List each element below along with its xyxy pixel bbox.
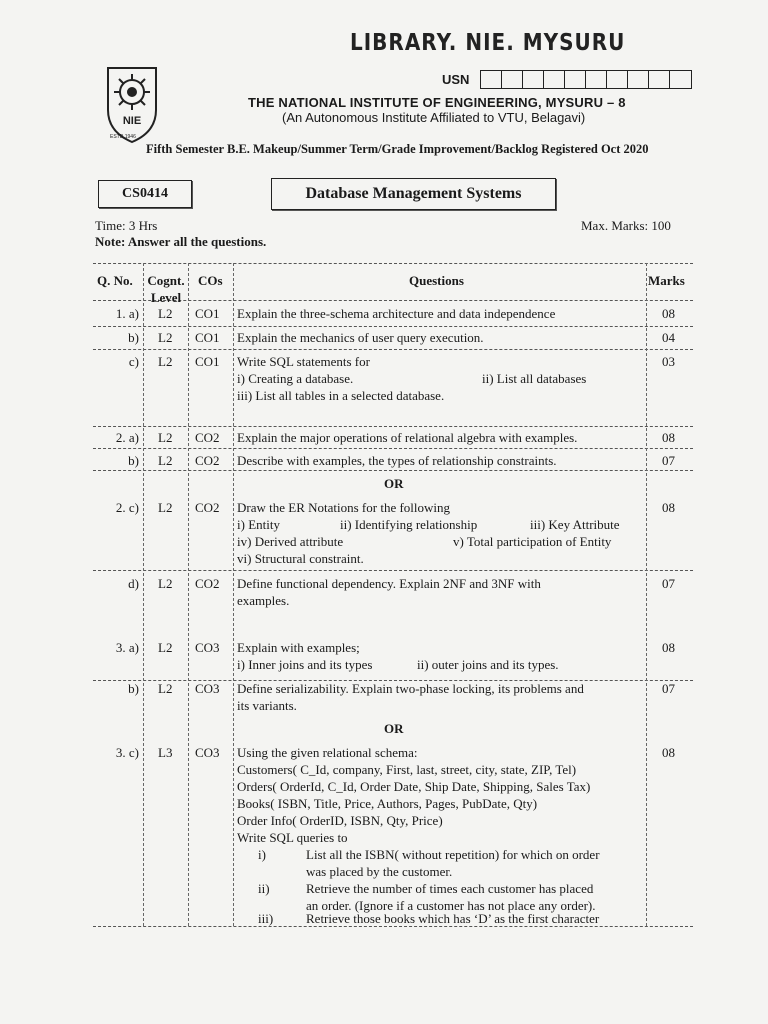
question-text: Books( ISBN, Title, Price, Authors, Pages, PubDate, Qty): [237, 796, 538, 811]
qno: 3. c): [115, 745, 139, 760]
subitem-number: i): [258, 847, 266, 862]
marks: 07: [662, 576, 675, 591]
question-text: i) Creating a database.: [237, 371, 354, 386]
level: L2: [158, 306, 173, 321]
marks: 08: [662, 640, 675, 655]
header-qno: Q. No.: [97, 273, 133, 288]
or-divider: OR: [384, 721, 404, 736]
question-text: Draw the ER Notations for the following: [237, 500, 451, 515]
question-text: Explain the three-schema architecture and data independence: [237, 306, 556, 321]
marks: 04: [662, 330, 675, 345]
question-text: vi) Structural constraint.: [237, 551, 364, 566]
question-text: Using the given relational schema:: [237, 745, 418, 760]
marks: 08: [662, 306, 675, 321]
level: L3: [158, 745, 173, 760]
co: CO3: [195, 745, 220, 760]
qno: b): [128, 681, 139, 696]
co: CO2: [195, 453, 220, 468]
question-text: examples.: [237, 593, 290, 608]
usn-label: USN: [442, 72, 470, 87]
header-questions: Questions: [409, 273, 464, 288]
header-cos: COs: [198, 273, 223, 288]
question-text: iv) Derived attribute: [237, 534, 344, 549]
co: CO3: [195, 640, 220, 655]
marks: 08: [662, 500, 675, 515]
qno: 1. a): [115, 306, 139, 321]
subitem-text: Retrieve those books which has ‘D’ as the first character: [306, 911, 600, 926]
question-text: Explain with examples;: [237, 640, 360, 655]
qno: b): [128, 330, 139, 345]
question-text: Write SQL statements for: [237, 354, 370, 369]
question-text: ii) Identifying relationship: [340, 517, 478, 532]
subitem-number: iii): [258, 911, 274, 926]
library-stamp: LIBRARY. NIE. MYSURU: [350, 28, 626, 56]
question-text: its variants.: [237, 698, 297, 713]
marks: 08: [662, 745, 675, 760]
question-text: Define serializability. Explain two-phase locking, its problems and: [237, 681, 584, 696]
marks: 08: [662, 430, 675, 445]
subitem-number: ii): [258, 881, 270, 896]
co: CO2: [195, 430, 220, 445]
qno: b): [128, 453, 139, 468]
level: L2: [158, 354, 173, 369]
or-divider: OR: [384, 476, 404, 491]
question-text: i) Inner joins and its types: [237, 657, 373, 672]
svg-text:NIE: NIE: [122, 115, 142, 127]
level: L2: [158, 453, 173, 468]
question-text: v) Total participation of Entity: [453, 534, 612, 549]
co: CO1: [195, 306, 220, 321]
institute-name: THE NATIONAL INSTITUTE OF ENGINEERING, MYSURU – 8: [248, 95, 626, 110]
question-text: Explain the major operations of relational algebra with examples.: [237, 430, 578, 445]
subitem-text: Retrieve the number of times each customer has placed: [306, 881, 594, 896]
co: CO1: [195, 354, 220, 369]
co: CO2: [195, 576, 220, 591]
header-marks: Marks: [648, 273, 685, 288]
question-text: Write SQL queries to: [237, 830, 348, 845]
course-title: Database Management Systems: [271, 178, 556, 210]
question-text: Orders( OrderId, C_Id, Order Date, Ship Date, Shipping, Sales Tax): [237, 779, 591, 794]
exam-time: Time: 3 Hrs: [95, 218, 158, 233]
marks: 07: [662, 453, 675, 468]
co: CO2: [195, 500, 220, 515]
level: L2: [158, 500, 173, 515]
level: L2: [158, 640, 173, 655]
question-text: Explain the mechanics of user query execution.: [237, 330, 484, 345]
course-code: CS0414: [98, 180, 192, 208]
qno: 2. c): [115, 500, 139, 515]
question-text: Define functional dependency. Explain 2NF and 3NF with: [237, 576, 541, 591]
logo-estd: ESTD 1946: [110, 134, 136, 140]
level: L2: [158, 430, 173, 445]
question-text: ii) List all databases: [482, 371, 587, 386]
question-text: iii) List all tables in a selected database.: [237, 388, 445, 403]
co: CO1: [195, 330, 220, 345]
level: L2: [158, 330, 173, 345]
question-text: Describe with examples, the types of relationship constraints.: [237, 453, 557, 468]
semester-line: Fifth Semester B.E. Makeup/Summer Term/Grade Improvement/Backlog Registered Oct 2020: [146, 142, 649, 156]
header-cognt: Cognt. Level: [147, 273, 185, 305]
qno: 2. a): [115, 430, 139, 445]
max-marks: Max. Marks: 100: [581, 218, 671, 233]
exam-note: Note: Answer all the questions.: [95, 234, 267, 249]
subitem-text: List all the ISBN( without repetition) for which on order: [306, 847, 600, 862]
qno: 3. a): [115, 640, 139, 655]
question-text: i) Entity: [237, 517, 280, 532]
co: CO3: [195, 681, 220, 696]
qno: c): [128, 354, 139, 369]
question-text: Customers( C_Id, company, First, last, street, city, state, ZIP, Tel): [237, 762, 577, 777]
subitem-text: an order. (Ignore if a customer has not place any order).: [306, 898, 596, 913]
subitem-text: was placed by the customer.: [306, 864, 453, 879]
level: L2: [158, 681, 173, 696]
marks: 07: [662, 681, 675, 696]
question-text: iii) Key Attribute: [530, 517, 620, 532]
question-text: ii) outer joins and its types.: [417, 657, 559, 672]
institute-logo: [106, 66, 158, 144]
usn-boxes: [480, 70, 692, 89]
level: L2: [158, 576, 173, 591]
marks: 03: [662, 354, 675, 369]
qno: d): [128, 576, 139, 591]
institute-affiliation: (An Autonomous Institute Affiliated to VTU, Belagavi): [282, 110, 586, 125]
question-text: Order Info( OrderID, ISBN, Qty, Price): [237, 813, 443, 828]
